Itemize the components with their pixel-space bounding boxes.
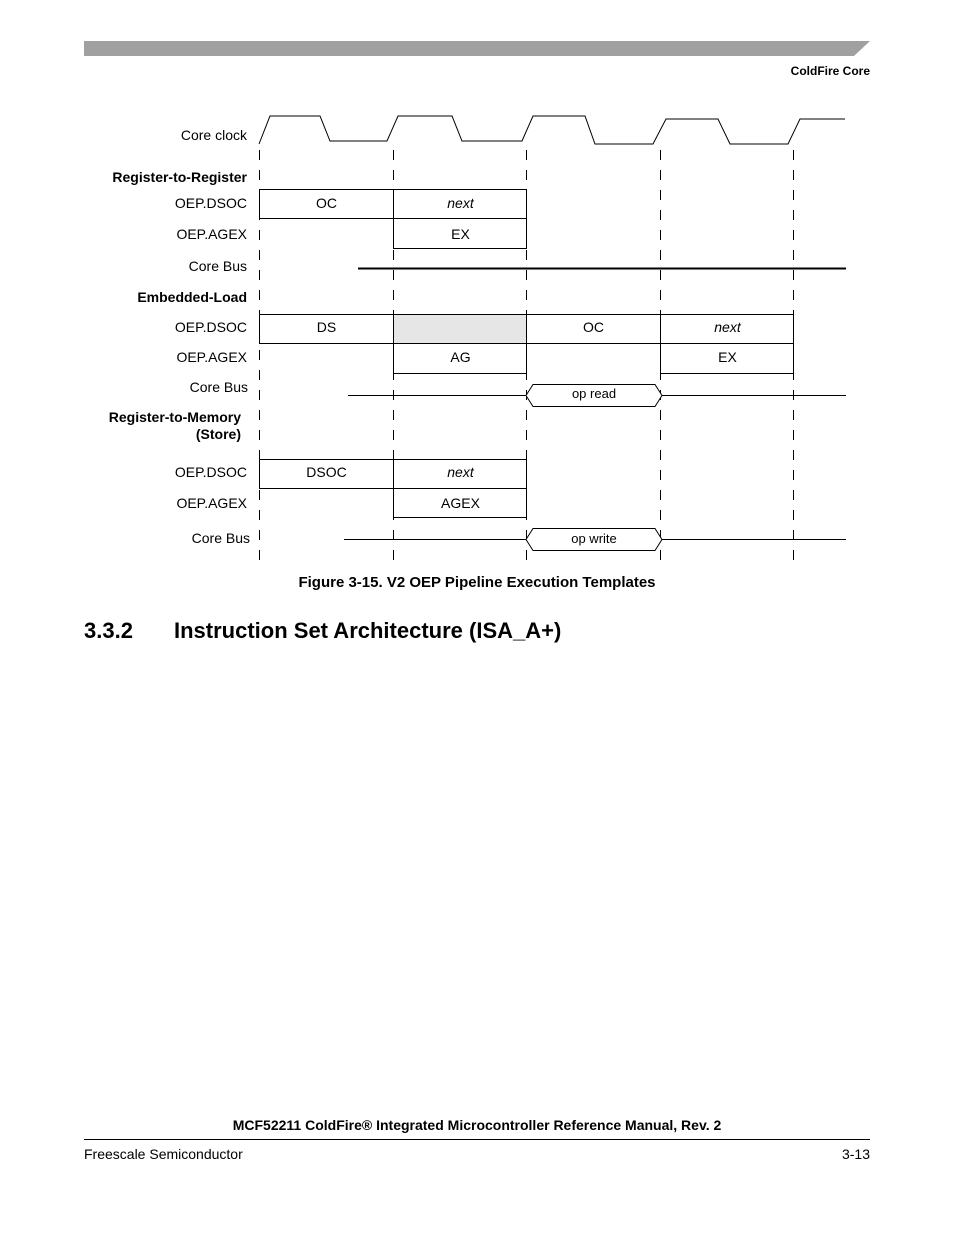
el-agex-ag-text: AG — [450, 349, 471, 365]
rm-core-bus-write-text: op write — [571, 531, 617, 546]
section-label: ColdFire Core — [790, 64, 870, 78]
el-agex-label: OEP.AGEX — [176, 349, 247, 365]
rm-core-bus-label: Core Bus — [191, 530, 250, 546]
footer-company: Freescale Semiconductor — [84, 1146, 243, 1162]
group-title-embedded-load: Embedded-Load — [137, 289, 247, 305]
el-agex-ex-text: EX — [718, 349, 737, 365]
rr-core-bus-label: Core Bus — [188, 258, 247, 274]
footer-rule — [84, 1139, 870, 1140]
group-title-register-to-register: Register-to-Register — [112, 169, 247, 185]
rr-agex-ex-text: EX — [451, 226, 470, 242]
rr-dsoc-oc-text: OC — [316, 195, 337, 211]
rr-agex-label: OEP.AGEX — [176, 226, 247, 242]
section-number: 3.3.2 — [84, 618, 133, 643]
section-heading — [84, 618, 561, 644]
core-clock-waveform — [259, 116, 845, 144]
el-dsoc-stall-box — [394, 315, 527, 344]
rm-dsoc-next-text: next — [447, 464, 474, 480]
el-core-bus-label: Core Bus — [189, 379, 248, 395]
rr-dsoc-label: OEP.DSOC — [174, 195, 247, 211]
header-bar — [84, 41, 870, 56]
group-title-register-to-memory: Register-to-Memory — [108, 409, 241, 425]
section-title: Instruction Set Architecture (ISA_A+) — [174, 618, 562, 643]
el-dsoc-next-text: next — [714, 319, 741, 335]
el-dsoc-ds-text: DS — [316, 319, 337, 335]
el-core-bus-read-text: op read — [571, 386, 617, 401]
rm-dsoc-dsoc-text: DSOC — [306, 464, 347, 480]
el-dsoc-label: OEP.DSOC — [174, 319, 247, 335]
group-subtitle-store: (Store) — [195, 426, 241, 442]
figure-caption: Figure 3-15. V2 OEP Pipeline Execution Templates — [298, 574, 656, 591]
footer-page-number: 3-13 — [841, 1146, 870, 1162]
rm-dsoc-label: OEP.DSOC — [174, 464, 247, 480]
footer-manual-title: MCF52211 ColdFire® Integrated Microcontroller Reference Manual, Rev. 2 — [232, 1117, 722, 1133]
rm-agex-agex-text: AGEX — [441, 495, 480, 511]
el-dsoc-oc-text: OC — [583, 319, 604, 335]
core-clock-label: Core clock — [180, 127, 247, 143]
rm-agex-label: OEP.AGEX — [176, 495, 247, 511]
pipeline-timing-diagram — [0, 100, 954, 575]
rr-dsoc-next-text: next — [447, 195, 474, 211]
